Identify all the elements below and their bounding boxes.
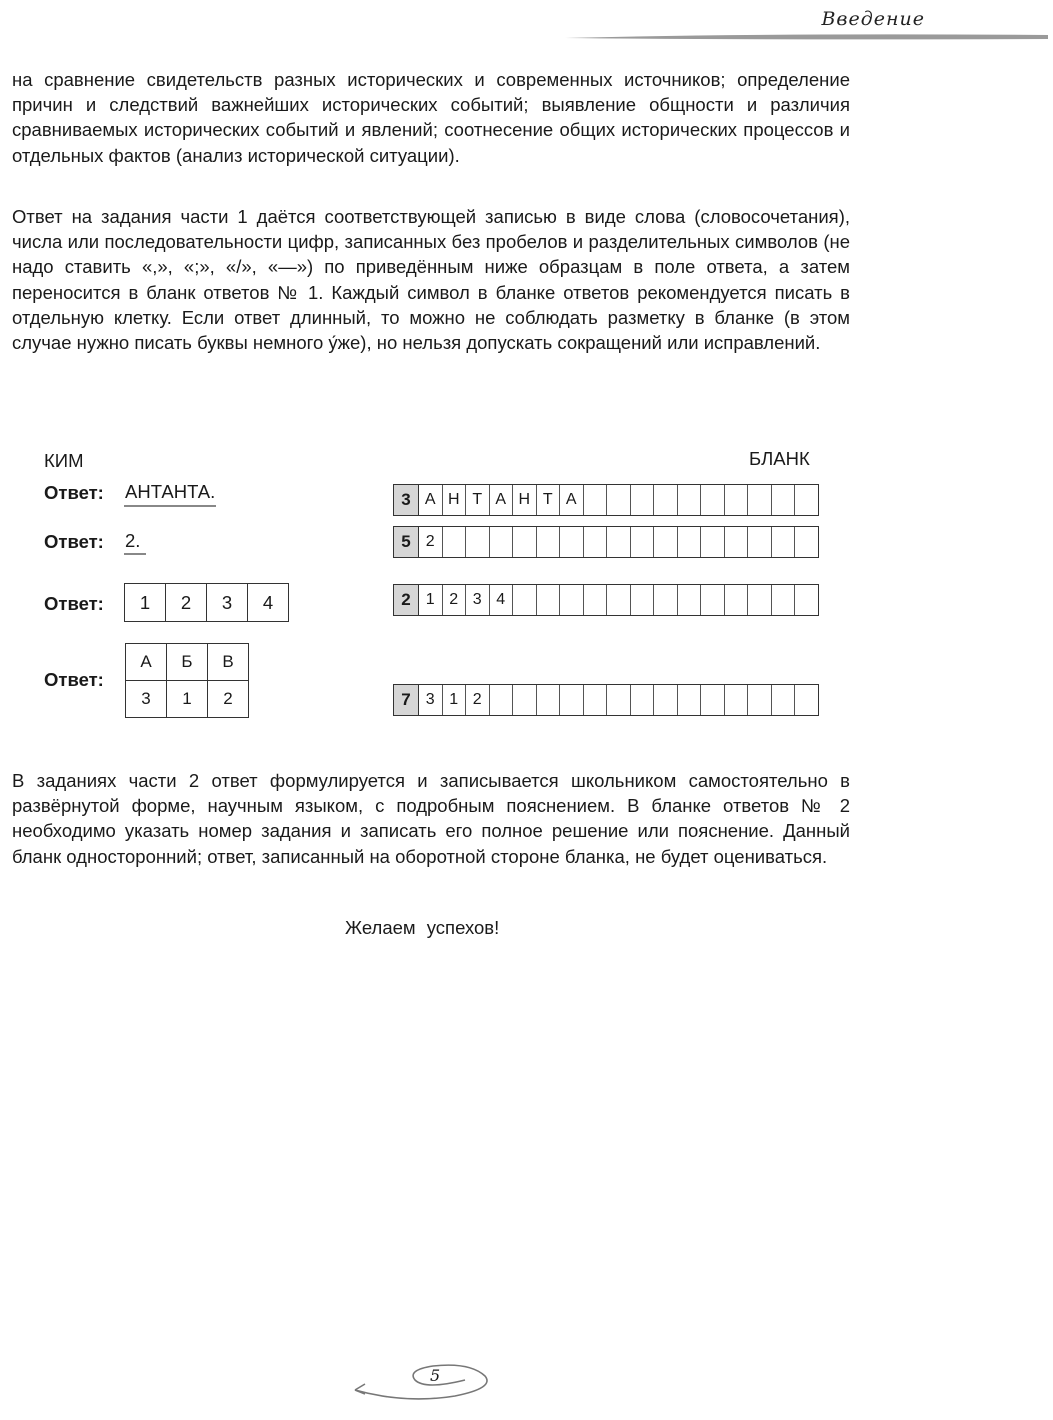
blank-cell (794, 585, 818, 615)
blank-cell (724, 685, 748, 715)
blank-cell (700, 685, 724, 715)
matching-value: 3 (126, 681, 167, 718)
blank-cell: Н (442, 485, 466, 515)
blank-cell (583, 585, 607, 615)
answer-label: Ответ: (44, 593, 104, 614)
answer-underline (124, 553, 146, 555)
page-number-swirl (345, 1362, 505, 1412)
blank-cell (559, 585, 583, 615)
blank-cell: 2 (465, 685, 489, 715)
blank-cell (724, 527, 748, 557)
blank-cell (771, 685, 795, 715)
instructions-paragraph: Ответ на задания части 1 даётся соответствующей записью в виде слова (словосочетания), числа или последовательности цифр, записанных без пробелов и разделительных символов (не надо ставить «,», «;», «/», «—») по приведённым ниже образцам в поле ответа, а затем переносится в бланк ответов № 1. Каждый символ в бланке ответов рекомендуется писать в отдельную клетку. Если ответ длинный, то можно не соблюдать разметку в бланке (в этом случае нужно писать буквы немного у́же), но нельзя допускать сокращений или исправлений. (12, 206, 850, 354)
blank-cell (606, 585, 630, 615)
blank-cell (653, 485, 677, 515)
header-rule (560, 30, 1050, 44)
answer-matching-table (125, 643, 249, 718)
blank-cell (724, 485, 748, 515)
blank-cell: Т (465, 485, 489, 515)
blank-cell (512, 685, 536, 715)
blank-cell: А (559, 485, 583, 515)
kim-label: КИМ (44, 450, 84, 471)
answer-underline (124, 505, 216, 507)
blank-cell (747, 585, 771, 615)
blank-cell (771, 527, 795, 557)
blank-task-number: 3 (394, 485, 418, 515)
blank-cell (630, 527, 654, 557)
answer-cell: 3 (207, 584, 248, 621)
blank-cell (536, 585, 560, 615)
blank-cell (771, 585, 795, 615)
blank-cell (630, 685, 654, 715)
blank-task-number: 2 (394, 585, 418, 615)
blank-cell: 4 (489, 585, 513, 615)
blank-cell: 1 (418, 585, 442, 615)
blank-answer-row (393, 584, 819, 616)
blank-cell: 2 (418, 527, 442, 557)
page-number: 5 (430, 1366, 441, 1385)
blank-cell (536, 685, 560, 715)
blank-task-number: 5 (394, 527, 418, 557)
blank-cell (653, 585, 677, 615)
blank-cell (794, 685, 818, 715)
blank-cell (724, 585, 748, 615)
blank-cell (512, 585, 536, 615)
blank-cell (465, 527, 489, 557)
blank-cell (630, 485, 654, 515)
blank-label: БЛАНК (749, 448, 810, 469)
blank-cell (771, 485, 795, 515)
blank-cell (606, 485, 630, 515)
answer-label: Ответ: (44, 669, 104, 690)
blank-cell (606, 527, 630, 557)
blank-cell (700, 527, 724, 557)
blank-cell: А (418, 485, 442, 515)
blank-cell (794, 485, 818, 515)
section-title: Введение (821, 8, 925, 30)
intro-paragraph: на сравнение свидетельств разных исторических и современных источников; определение причин и следствий важнейших исторических событий; выявление общности и различия сравниваемых исторических событий и явлений; соотнесение общих исторических процессов и отдельных фактов (анализ исторической ситуации). (12, 69, 850, 166)
blank-cell (677, 485, 701, 515)
matching-value: 1 (167, 681, 208, 718)
blank-cell (653, 685, 677, 715)
blank-cell (747, 485, 771, 515)
blank-cell (442, 527, 466, 557)
blank-cell: 3 (418, 685, 442, 715)
blank-answer-row (393, 526, 819, 558)
blank-cell (583, 485, 607, 515)
blank-cell (677, 585, 701, 615)
blank-cell (700, 585, 724, 615)
answer-cell: 1 (125, 584, 166, 621)
answer-label: Ответ: (44, 482, 104, 503)
blank-cell (489, 527, 513, 557)
blank-cell (794, 527, 818, 557)
answer-cell: 2 (166, 584, 207, 621)
blank-cell (747, 685, 771, 715)
blank-cell (536, 527, 560, 557)
blank-answer-row (393, 484, 819, 516)
blank-cell: 1 (442, 685, 466, 715)
blank-cell (583, 527, 607, 557)
blank-cell (653, 527, 677, 557)
blank-cell (559, 527, 583, 557)
blank-cell: 3 (465, 585, 489, 615)
matching-value: 2 (208, 681, 249, 718)
answer-cell: 4 (262, 591, 274, 613)
blank-cell: А (489, 485, 513, 515)
blank-cell: 2 (442, 585, 466, 615)
blank-cell (630, 585, 654, 615)
matching-header: Б (167, 644, 208, 681)
blank-cell (512, 527, 536, 557)
closing-wish: Желаем успехов! (345, 917, 500, 938)
blank-cell (559, 685, 583, 715)
blank-cell (700, 485, 724, 515)
part2-paragraph: В заданиях части 2 ответ формулируется и записывается школьником самостоятельно в развёрнутой форме, научным языком, с подробным пояснением. В бланке ответов № 2 необходимо указать номер задания и записать его полное решение или пояснение. Данный бланк односторонний; ответ, записанный на оборотной стороне бланка, не будет оцениваться. (12, 770, 850, 867)
answer-word: АНТАНТА. (125, 481, 216, 502)
blank-cell (747, 527, 771, 557)
blank-task-number: 7 (394, 685, 418, 715)
blank-cell (489, 685, 513, 715)
answer-label: Ответ: (44, 531, 104, 552)
blank-cell (606, 685, 630, 715)
blank-cell (677, 685, 701, 715)
blank-cell (677, 527, 701, 557)
blank-cell (583, 685, 607, 715)
matching-header: А (126, 644, 167, 681)
blank-answer-row (393, 684, 819, 716)
answer-sequence-cells (124, 583, 289, 622)
matching-header: В (208, 644, 249, 681)
blank-cell: Т (536, 485, 560, 515)
blank-cell: Н (512, 485, 536, 515)
answer-number: 2. (125, 530, 141, 551)
